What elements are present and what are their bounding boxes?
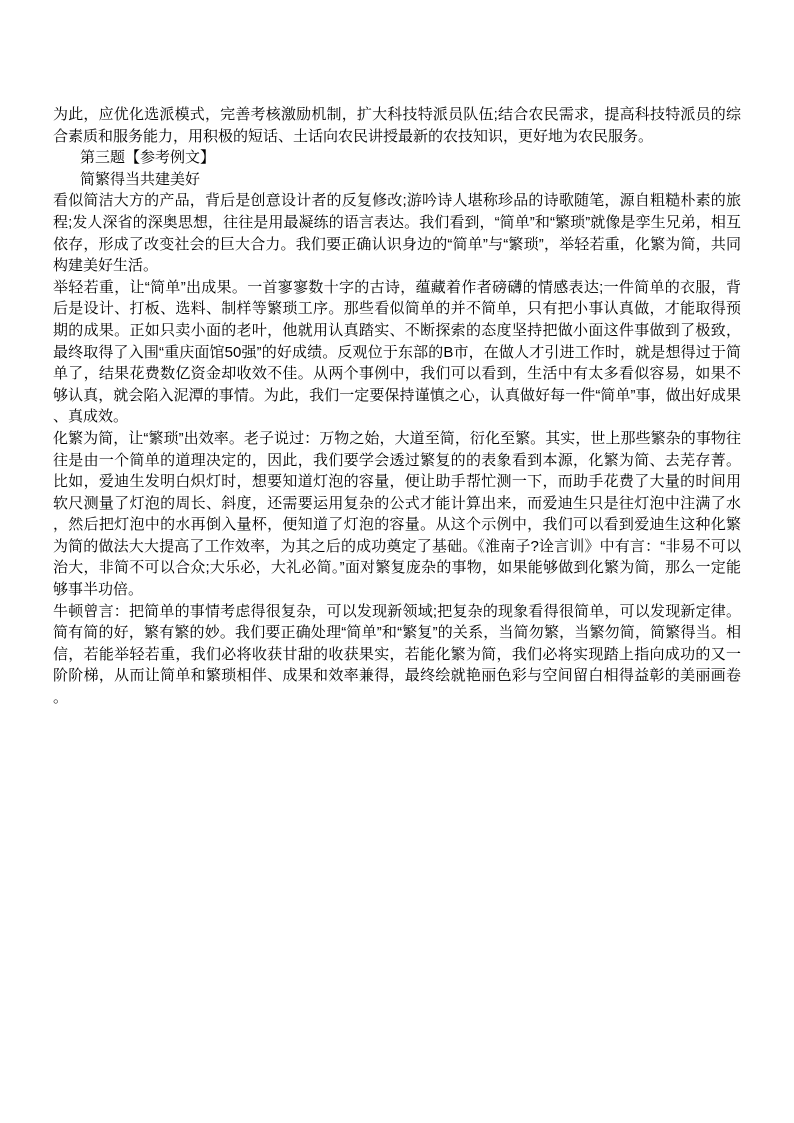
- essay-paragraph-point-2: 化繁为简，让“繁琐”出效率。老子说过：万物之始，大道至简，衍化至繁。其实，世上那些繁杂的事物往往是由一个简单的道理决定的，因此，我们要学会透过繁复的的表象看到本源，化繁为简、去芜存菁。比如，爱迪生发明白炽灯时，想要知道灯泡的容量，便让助手帮忙测一下，而助手花费了大量的时间用软尺测量了灯泡的周长、斜度，还需要运用复杂的公式才能计算出来，而爱迪生只是往灯泡中注满了水，然后把灯泡中的水再倒入量杯，便知道了灯泡的容量。从这个示例中，我们可以看到爱迪生这种化繁为简的做法大大提高了工作效率，为其之后的成功奠定了基础。《淮南子?诠言训》中有言：“非易不可以治大，非简不可以合众;大乐必，大礼必简。”面对繁复庞杂的事物，如果能够做到化繁为简，那么一定能够事半功倍。: [53, 429, 741, 599]
- essay-title: 简繁得当共建美好: [80, 170, 201, 188]
- essay-paragraph-intro: 看似简洁大方的产品，背后是创意设计者的反复修改;游吟诗人堪称珍品的诗歌随笔，源自粗糙朴素的旅程;发人深省的深奥思想，往往是用最凝练的语言表达。我们看到，“简单”和“繁琐”就像是孪生兄弟，相互依存，形成了改变社会的巨大合力。我们要正确认识身边的“简单”与“繁琐”，举轻若重，化繁为简，共同构建美好生活。: [53, 192, 741, 275]
- paragraph-continued-from-previous-page: 为此，应优化选派模式，完善考核激励机制，扩大科技特派员队伍;结合农民需求，提高科技特派员的综合素质和服务能力，用积极的短话、土话向农民讲授最新的农技知识，更好地为农民服务。: [53, 106, 741, 145]
- essay-paragraph-point-1: 举轻若重，让“简单”出成果。一首寥寥数十字的古诗，蕴藏着作者磅礴的情感表达;一件简单的衣服，背后是设计、打板、选料、制样等繁琐工序。那些看似简单的并不简单，只有把小事认真做，才能取得预期的成果。正如只卖小面的老叶，他就用认真踏实、不断探索的态度坚持把做小面这件事做到了极致，最终取得了入围“重庆面馆50强”的好成绩。反观位于东部的B市，在做人才引进工作时，就是想得过于简单了，结果花费数亿资金却收效不佳。从两个事例中，我们可以看到，生活中有太多看似容易，如果不够认真，就会陷入泥潭的事情。为此，我们一定要保持谨慎之心，认真做好每一件“简单”事，做出好成果、真成效。: [53, 278, 741, 426]
- section-heading: 第三题【参考例文】: [80, 149, 216, 167]
- essay-paragraph-conclusion: 牛顿曾言：把简单的事情考虑得很复杂，可以发现新领域;把复杂的现象看得很简单，可以发现新定律。简有简的好，繁有繁的妙。我们要正确处理“简单”和“繁复”的关系，当简勿繁，当繁勿简，简繁得当。相信，若能举轻若重，我们必将收获甘甜的收获果实，若能化繁为简，我们必将实现踏上指向成功的又一阶阶梯，从而让简单和繁琐相伴、成果和效率兼得，最终绘就艳丽色彩与空间留白相得益彰的美丽画卷。: [53, 602, 741, 707]
